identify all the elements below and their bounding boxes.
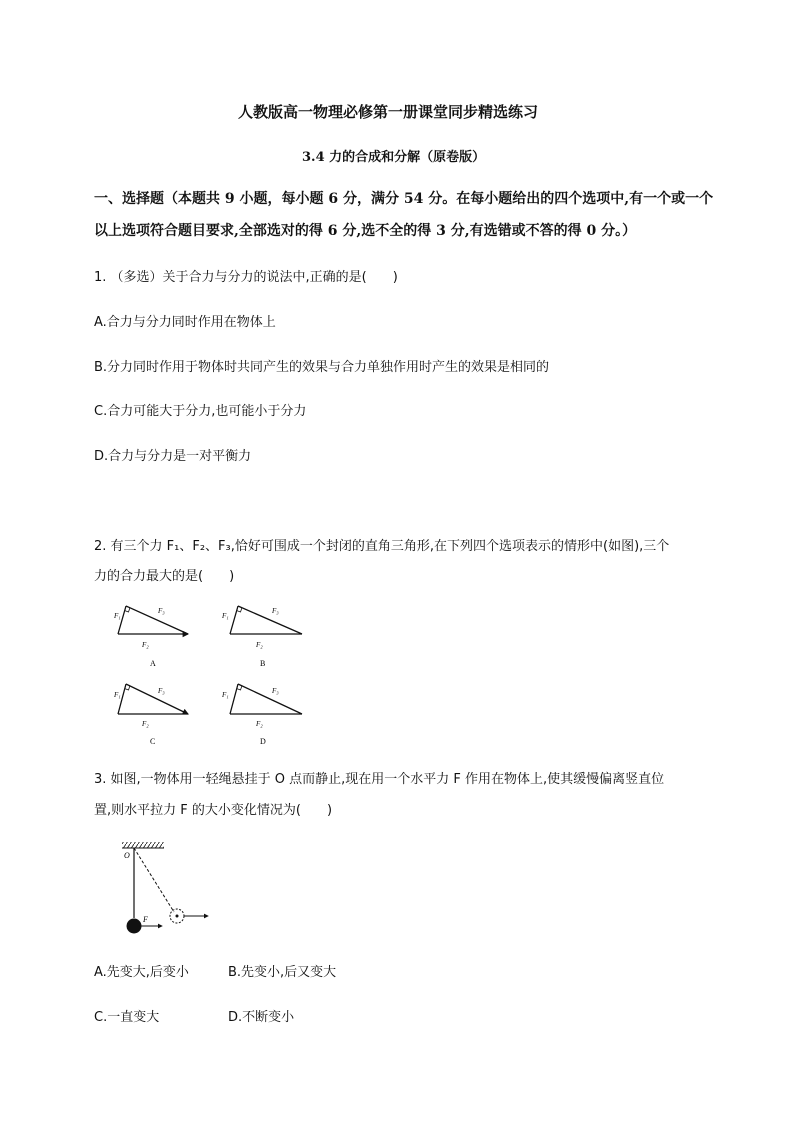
question-3-stem-line2: 置,则水平拉力 F 的大小变化情况为( ) [94,803,333,818]
question-3-option-c: C.一直变大 [94,1010,160,1025]
question-1-option-b: B.分力同时作用于物体时共同产生的效果与合力单独作用时产生的效果是相同的 [94,360,550,375]
triangle-a-f3-label: F₃ [158,607,165,615]
question-3-option-a: A.先变大,后变小 [94,965,189,980]
hanging-ball [127,919,142,934]
section-instructions-line2: 以上选项符合题目要求,全部选对的得 6 分,选不全的得 3 分,有选错或不答的得 0 分。） [94,223,637,239]
triangle-a [113,606,188,668]
question-2-stem-line2: 力的合力最大的是( ) [94,569,235,584]
question-3-option-d: D.不断变小 [228,1010,295,1025]
question-2-triangle-figure [108,600,318,750]
triangle-b-f1-label: F₁ [222,612,229,620]
ceiling-hatch [122,842,164,848]
triangle-b [221,606,302,668]
triangle-d-f2-label: F₂ [256,720,263,728]
triangle-a-caption: A [150,659,156,668]
triangle-d [221,684,302,746]
document-subtitle: 3.4 力的合成和分解（原卷版） [302,150,486,165]
force-f-label: F [143,915,148,924]
deflected-ball-center [176,915,179,918]
triangle-b-f3-label: F₃ [272,607,279,615]
triangle-c-f1-label: F₁ [114,691,121,699]
triangle-d-f3-label: F₃ [272,687,279,695]
triangle-c [113,684,188,746]
triangle-c-caption: C [150,737,156,746]
triangle-d-caption: D [260,737,266,746]
triangle-a-f3-side [126,606,188,634]
triangle-b-caption: B [260,659,266,668]
section-instructions-line1: 一、选择题（本题共 9 小题，每小题 6 分，满分 54 分。在每小题给出的四个选项中,有一个或一个 [94,191,714,207]
deflected-rope [134,848,174,912]
question-3-pendulum-figure [110,838,220,938]
question-2-stem-line1: 2. 有三个力 F₁、F₂、F₃,恰好可围成一个封闭的直角三角形,在下列四个选项表示的情形中(如图),三个 [94,539,670,554]
question-1-option-a: A.合力与分力同时作用在物体上 [94,315,276,330]
triangle-c-f2-label: F₂ [142,720,149,728]
triangle-d-f1-label: F₁ [222,691,229,699]
triangle-b-f3-side [238,606,302,634]
document-title: 人教版高一物理必修第一册课堂同步精选练习 [238,103,539,121]
question-3-option-b: B.先变小,后又变大 [228,965,337,980]
triangle-c-f3-label: F₃ [158,687,165,695]
pivot-o-label: O [124,851,130,860]
question-1-option-d: D.合力与分力是一对平衡力 [94,449,252,464]
question-1-option-c: C.合力可能大于分力,也可能小于分力 [94,404,307,419]
question-3-stem-line1: 3. 如图,一物体用一轻绳悬挂于 O 点而静止,现在用一个水平力 F 作用在物体上,使其缓慢偏离竖直位 [94,772,665,787]
question-1-stem: 1. （多选）关于合力与分力的说法中,正确的是( ) [94,270,398,285]
triangle-a-f1-label: F₁ [114,612,121,620]
triangle-d-f3-side [238,684,302,714]
triangle-b-f2-label: F₂ [256,641,263,649]
triangle-a-f2-label: F₂ [142,641,149,649]
triangle-c-f3-side [126,684,188,714]
